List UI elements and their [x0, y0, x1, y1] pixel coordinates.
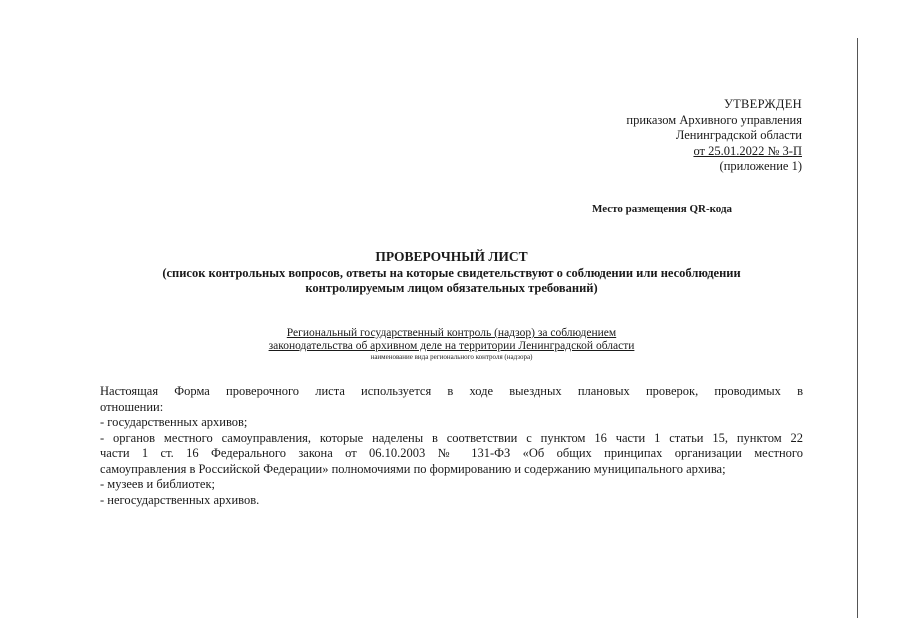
control-type-caption: наименование вида регионального контроля (надзора)	[370, 353, 533, 361]
qr-code-placeholder-label: Место размещения QR-кода	[592, 203, 733, 215]
title-subtitle-line-2: контролируемым лицом обязательных требований)	[305, 281, 598, 295]
approval-order-line: приказом Архивного управления	[626, 112, 802, 127]
control-type-line-2: законодательства об архивном деле на территории Ленинградской области	[268, 340, 635, 352]
approval-region-line: Ленинградской области	[675, 128, 802, 142]
title-subtitle-line-1: (список контрольных вопросов, ответы на которые свидетельствуют о соблюдении или несоблюдении	[162, 266, 741, 280]
control-type-line-1: Региональный государственный контроль (надзор) за соблюдением	[286, 327, 617, 339]
page-edge-line	[857, 38, 858, 618]
intro-line-1: Настоящая Форма проверочного листа используется в ходе выездных плановых проверок, проводимых в	[100, 384, 803, 398]
page-title: ПРОВЕРОЧНЫЙ ЛИСТ	[375, 249, 528, 264]
list-item-non-state-archives: - негосударственных архивов.	[100, 492, 260, 507]
list-item-local-gov-line-2: части 1 ст. 16 Федерального закона от 06.10.2003 № 131-ФЗ «Об общих принципах организации местного	[100, 446, 803, 460]
list-item-state-archives: - государственных архивов;	[100, 415, 248, 429]
list-item-local-gov-line-3: самоуправления в Российской Федерации» полномочиями по формированию и содержанию муниципального архива;	[100, 461, 726, 476]
list-item-local-gov-line-1: - органов местного самоуправления, которые наделены в соответствии с пунктом 16 части 1 статьи 15, пунктом 22	[100, 430, 803, 445]
approval-appendix-line: (приложение 1)	[719, 159, 802, 173]
approval-approved: УТВЕРЖДЕН	[723, 97, 802, 111]
approval-block	[626, 97, 802, 175]
list-item-museums-libraries: - музеев и библиотек;	[100, 477, 215, 491]
intro-line-2: отношении:	[100, 399, 164, 414]
approval-date-line: от 25.01.2022 № 3-П	[693, 143, 802, 158]
body-text	[100, 384, 803, 508]
control-type-block	[100, 327, 803, 361]
